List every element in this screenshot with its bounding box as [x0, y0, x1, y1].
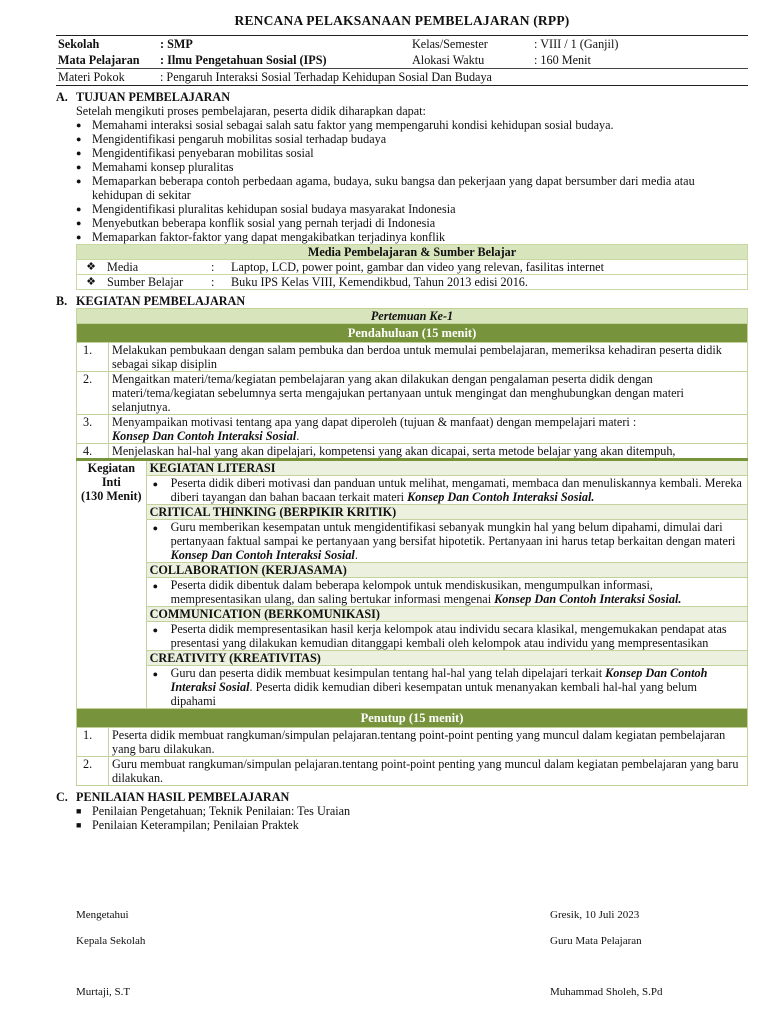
- mapel-value: : Ilmu Pengetahuan Sosial (IPS): [158, 52, 410, 69]
- kegiatan-inti-label: [77, 460, 147, 709]
- table-row: [77, 260, 748, 275]
- section-a-heading: [56, 90, 748, 104]
- section-b-title: KEGIATAN PEMBELAJARAN: [76, 294, 246, 308]
- media-label: Media: [105, 260, 209, 275]
- row-text: Peserta didik membuat rangkuman/simpulan pelajaran.tentang point-point penting yang muncul dalam kegiatan pembelajaran yang baru dilakukan.: [109, 728, 748, 757]
- kelas-value: : VIII / 1 (Ganjil): [534, 37, 619, 51]
- objectives-list: [56, 118, 748, 244]
- media-value: Laptop, LCD, power point, gambar dan video yang relevan, fasilitas internet: [229, 260, 748, 275]
- list-item: ● Mengidentifikasi pluralitas kehidupan sosial budaya masyarakat Indonesia: [76, 202, 748, 216]
- table-row: [77, 444, 748, 460]
- list-item: ● Mengidentifikasi penyebaran mobilitas sosial: [76, 146, 748, 160]
- inti-label-line: (130 Menit): [81, 489, 142, 503]
- inti-label-line: Inti: [101, 475, 121, 489]
- section-c-num: C.: [56, 790, 68, 804]
- inti-emphasis: Konsep Dan Contoh Interaksi Sosial.: [407, 490, 595, 504]
- inti-item: [146, 622, 747, 651]
- section-a-num: A.: [56, 90, 68, 104]
- pertemuan-label: Pertemuan Ke-1: [77, 309, 748, 324]
- row-text-main: Menyampaikan motivasi tentang apa yang dapat diperoleh (tujuan & manfaat) dengan mempelajari materi :: [112, 415, 637, 429]
- sumber-sep: :: [209, 275, 229, 290]
- row-text: [109, 415, 748, 444]
- list-item: ● Memahami interaksi sosial sebagai salah satu faktor yang mempengaruhi kondisi kehidupan sosial budaya.: [76, 118, 748, 132]
- sekolah-value: : SMP: [160, 37, 193, 51]
- table-row: [77, 372, 748, 415]
- inti-text: Guru dan peserta didik membuat kesimpulan tentang hal-hal yang telah dipelajari terkait: [170, 666, 603, 680]
- section-a-intro: Setelah mengikuti proses pembelajaran, peserta didik diharapkan dapat:: [76, 104, 426, 118]
- list-item: ■ Penilaian Keterampilan; Penilaian Praktek: [76, 818, 748, 832]
- inti-item: [146, 476, 747, 505]
- table-row: [77, 728, 748, 757]
- row-number: 1.: [77, 343, 109, 372]
- inti-text: Guru memberikan kesempatan untuk mengidentifikasi sebanyak mungkin hal yang belum dipahami, dimulai dari pertanyaan faktual sampai ke pertanyaan yang bersifat hipotetik. Pertanyaan ini harus tetap berkaitan dengan materi: [170, 520, 736, 548]
- inti-emphasis: Konsep Dan Contoh Interaksi Sosial.: [494, 592, 682, 606]
- sign-left-line2: Kepala Sekolah: [76, 935, 146, 947]
- section-c-title: PENILAIAN HASIL PEMBELAJARAN: [76, 790, 290, 804]
- sign-right-line2: Guru Mata Pelajaran: [550, 935, 642, 947]
- mapel-label: Mata Pelajaran: [56, 52, 158, 69]
- sekolah-label: Sekolah: [58, 37, 100, 51]
- diamond-bullet-icon: ❖: [77, 275, 106, 290]
- document-title: RENCANA PELAKSANAAN PEMBELAJARAN (RPP): [234, 13, 570, 28]
- penutup-header: Penutup (15 menit): [77, 709, 748, 728]
- row-number: 2.: [77, 372, 109, 415]
- alokasi-value: : 160 Menit: [532, 52, 748, 69]
- inti-subheading: CRITICAL THINKING (BERPIKIR KRITIK): [146, 505, 747, 520]
- inti-item: [146, 666, 747, 709]
- row-text-tail: .: [296, 429, 300, 443]
- media-sep: :: [209, 260, 229, 275]
- row-text-emphasis: Konsep Dan Contoh Interaksi Sosial: [112, 429, 297, 443]
- sumber-label: Sumber Belajar: [105, 275, 209, 290]
- materi-value: : Pengaruh Interaksi Sosial Terhadap Kehidupan Sosial Dan Budaya: [158, 69, 748, 86]
- sumber-value: Buku IPS Kelas VIII, Kemendikbud, Tahun 2013 edisi 2016.: [229, 275, 748, 290]
- row-number: 3.: [77, 415, 109, 444]
- inti-item: [146, 520, 747, 563]
- assessment-list: [56, 804, 748, 832]
- media-header: Media Pembelajaran & Sumber Belajar: [77, 245, 748, 260]
- inti-subheading: KEGIATAN LITERASI: [146, 460, 747, 476]
- inti-emphasis: Konsep Dan Contoh Interaksi Sosial: [170, 666, 708, 694]
- section-a-title: TUJUAN PEMBELAJARAN: [76, 90, 231, 104]
- row-number: 4.: [77, 444, 109, 460]
- table-row: [77, 415, 748, 444]
- rpp-document: [56, 14, 748, 832]
- row-text: Melakukan pembukaan dengan salam pembuka dan berdoa untuk memulai pembelajaran, memeriksa kehadiran peserta didik sebagai sikap disiplin: [109, 343, 748, 372]
- identity-table: [56, 35, 748, 86]
- sign-left-line1: Mengetahui: [76, 909, 129, 921]
- list-item: ● Memaparkan faktor-faktor yang dapat mengakibatkan terjadinya konflik: [76, 230, 748, 244]
- list-item: ● Memahami konsep pluralitas: [76, 160, 748, 174]
- row-text: Menjelaskan hal-hal yang akan dipelajari, kompetensi yang akan dicapai, serta metode belajar yang akan ditempuh,: [109, 444, 748, 460]
- inti-subheading: COLLABORATION (KERJASAMA): [146, 563, 747, 578]
- inti-text: Peserta didik dibentuk dalam beberapa kelompok untuk mendiskusikan, mengumpulkan informasi, mempresentasikan ulang, dan saling bertukar informasi mengenai: [170, 578, 653, 606]
- table-row: [77, 275, 748, 290]
- pendahuluan-header: Pendahuluan (15 menit): [77, 324, 748, 343]
- table-row: [77, 757, 748, 786]
- row-number: 1.: [77, 728, 109, 757]
- row-text: Guru membuat rangkuman/simpulan pelajaran.tentang point-point penting yang muncul dalam kegiatan pembelajaran yang baru dilakukan.: [109, 757, 748, 786]
- inti-emphasis: Konsep Dan Contoh Interaksi Sosial: [170, 548, 355, 562]
- row-number: 2.: [77, 757, 109, 786]
- diamond-bullet-icon: ❖: [77, 260, 106, 275]
- sign-right-name: Muhammad Sholeh, S.Pd: [550, 986, 663, 998]
- row-text: Mengaitkan materi/tema/kegiatan pembelajaran yang akan dilakukan dengan pengalaman peserta didik dengan materi/tema/kegiatan sebelumnya serta mengajukan pertanyaan untuk mengingat dan menghubungkan dengan materi selanjutnya.: [109, 372, 748, 415]
- list-item: ● Menyebutkan beberapa konflik sosial yang pernah terjadi di Indonesia: [76, 216, 748, 230]
- section-b-num: B.: [56, 294, 68, 308]
- inti-subheading: CREATIVITY (KREATIVITAS): [146, 651, 747, 666]
- inti-tail: .: [354, 548, 358, 562]
- list-item: ● Mengidentifikasi pengaruh mobilitas sosial terhadap budaya: [76, 132, 748, 146]
- inti-text: Peserta didik mempresentasikan hasil kerja kelompok atau individu secara klasikal, mengemukakan pendapat atas presentasi yang dilakukan kemudian ditanggapi kembali oleh kelompok atau individu yang mempresentasikan: [170, 622, 727, 650]
- inti-text: Peserta didik diberi motivasi dan panduan untuk melihat, mengamati, membaca dan menuliskannya kembali. Mereka diberi tayangan dan bahan bacaan terkait materi: [170, 476, 742, 504]
- kelas-label: Kelas/Semester: [412, 37, 488, 51]
- inti-subheading: COMMUNICATION (BERKOMUNIKASI): [146, 607, 747, 622]
- materi-label: Materi Pokok: [56, 69, 158, 86]
- section-c-heading: [56, 790, 748, 804]
- list-item: ■ Penilaian Pengetahuan; Teknik Penilaian: Tes Uraian: [76, 804, 748, 818]
- activities-table: [76, 308, 748, 786]
- list-item: ● Memaparkan beberapa contoh perbedaan agama, budaya, suku bangsa dan pekerjaan yang dapat bersumber dari media atau kehidupan di sekitar: [76, 174, 748, 202]
- sign-left-name: Murtaji, S.T: [76, 986, 131, 998]
- inti-label-line: Kegiatan: [87, 461, 135, 475]
- alokasi-label: Alokasi Waktu: [410, 52, 532, 69]
- section-b-heading: [56, 294, 748, 308]
- inti-item: [146, 578, 747, 607]
- sign-right-line1: Gresik, 10 Juli 2023: [550, 909, 640, 921]
- table-row: [77, 343, 748, 372]
- media-table: [76, 244, 748, 290]
- inti-tail: . Peserta didik kemudian diberi kesempatan untuk menanyakan kembali hal-hal yang belum dipahami: [170, 680, 697, 708]
